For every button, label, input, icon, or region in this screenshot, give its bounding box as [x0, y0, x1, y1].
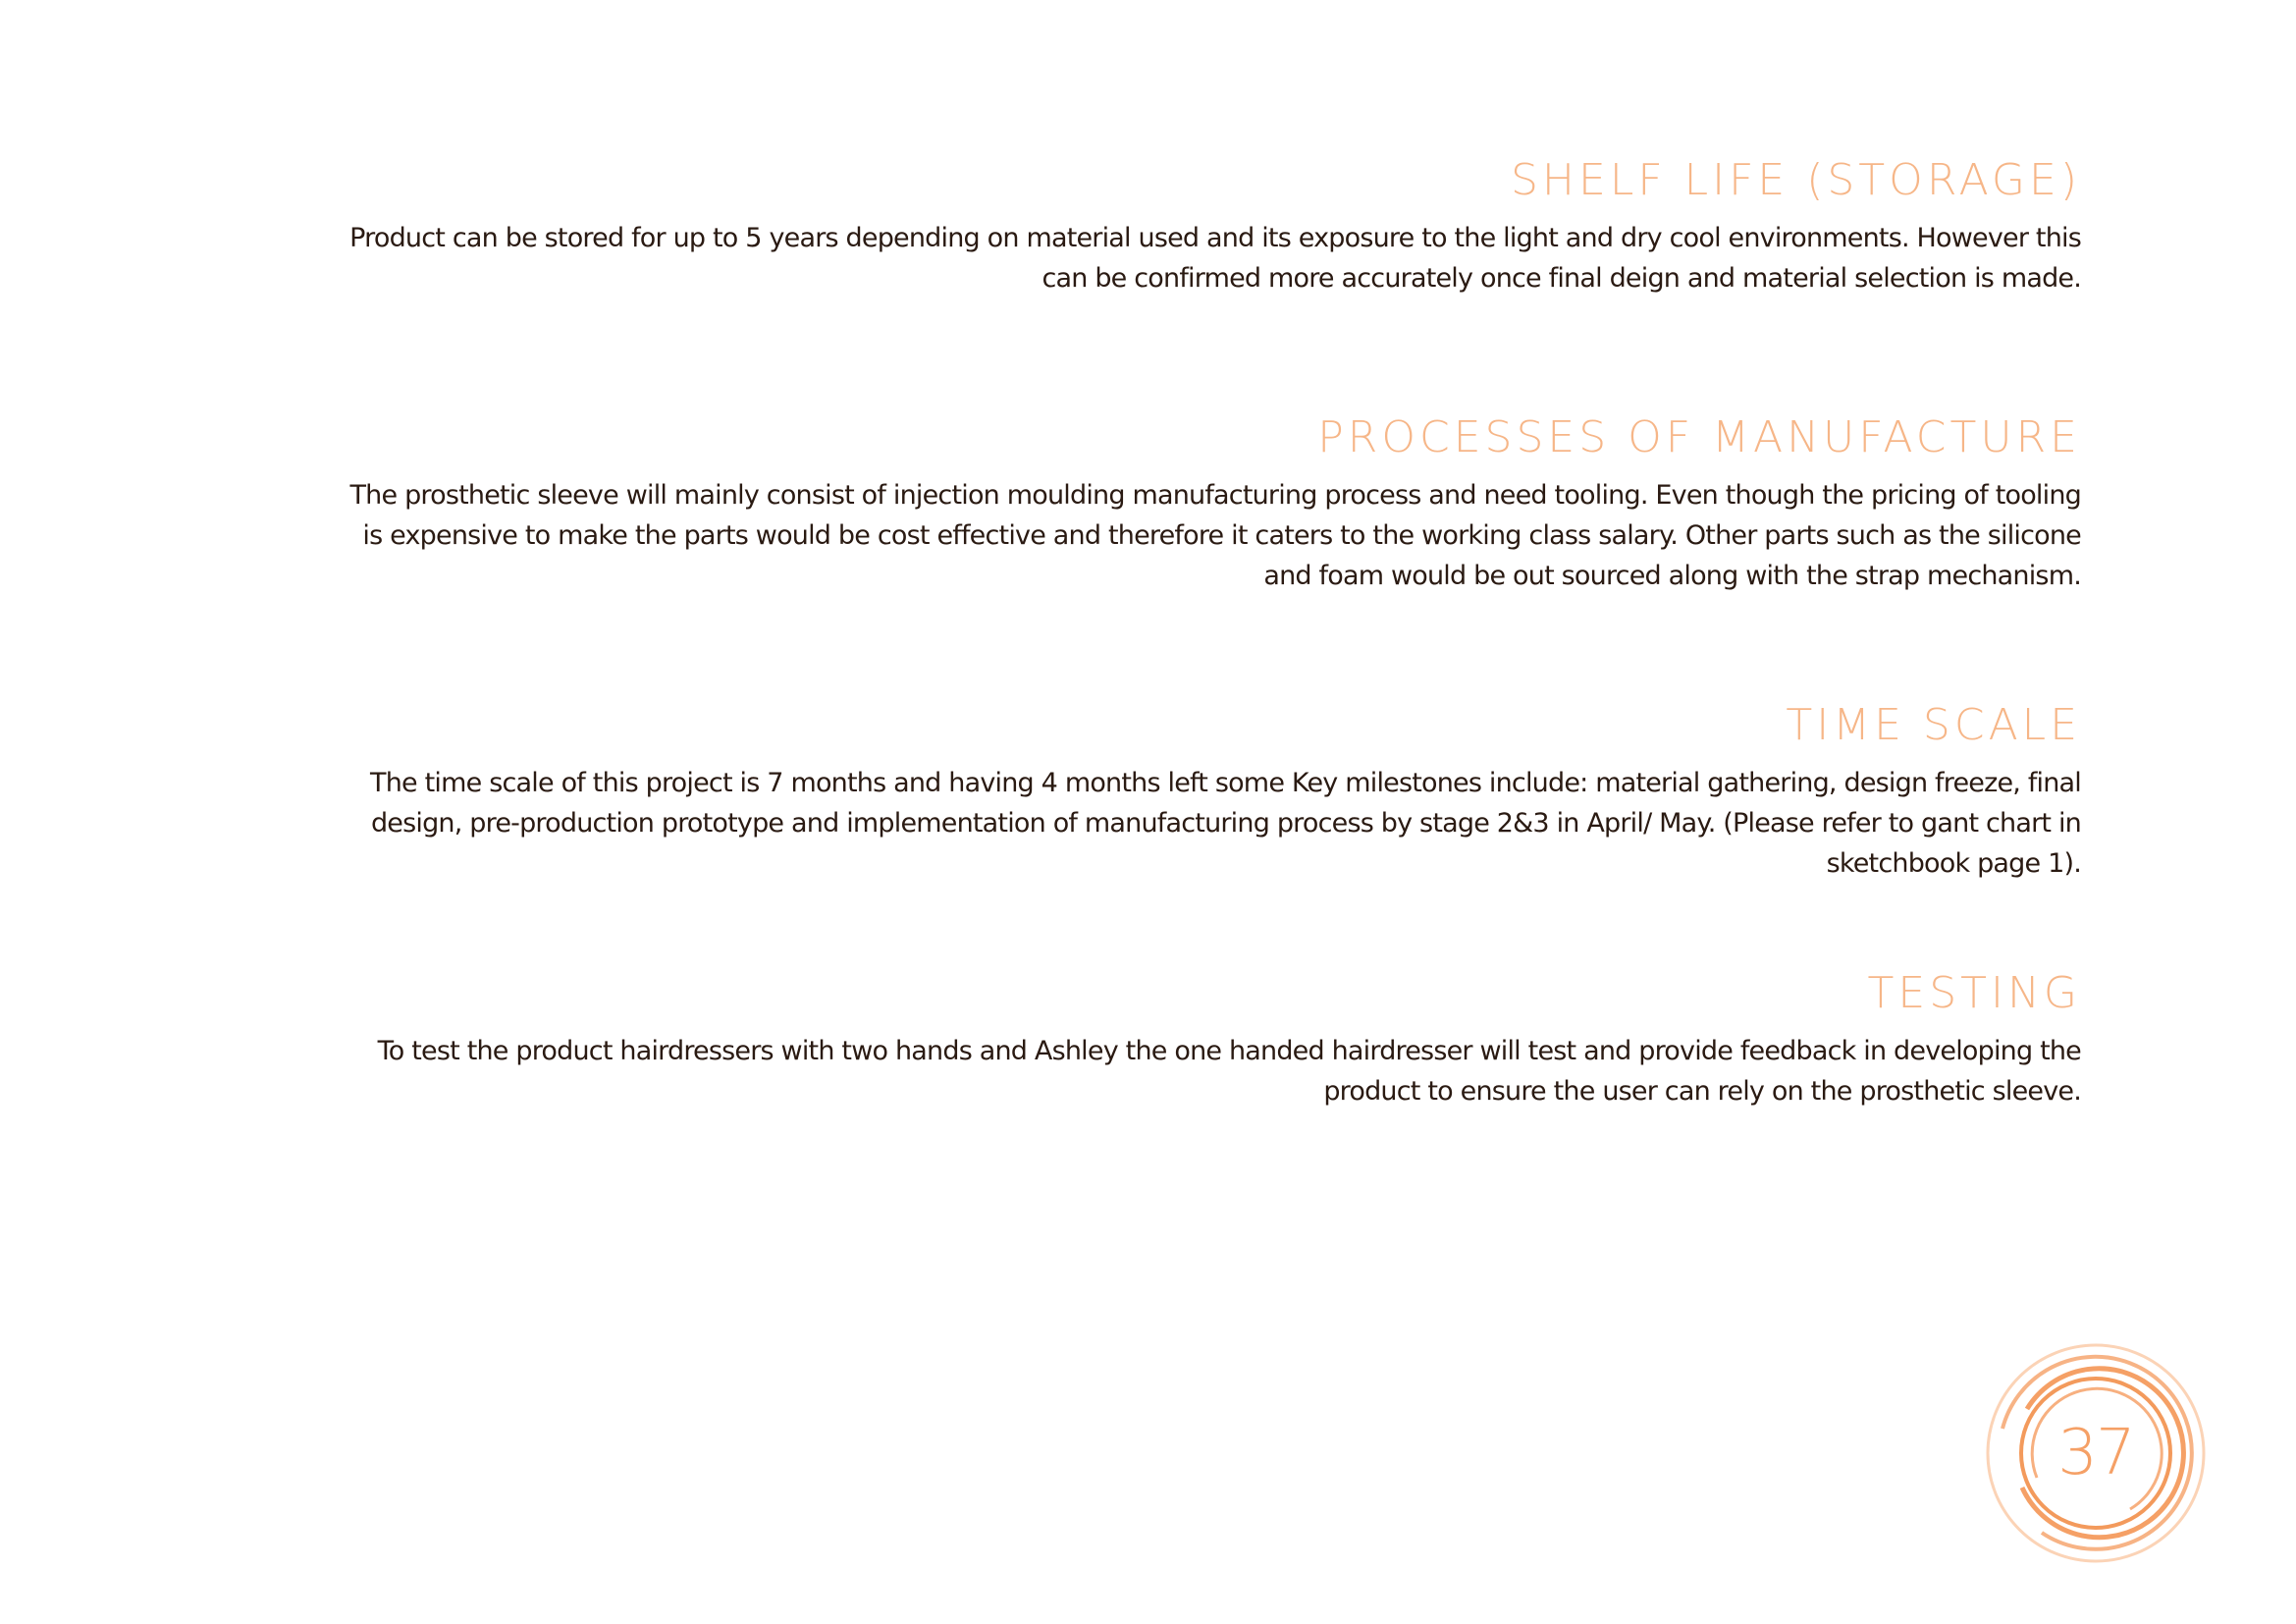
page-number: 37 [2057, 1417, 2134, 1489]
section-time-scale [344, 702, 2081, 884]
section-shelf-life [344, 157, 2081, 298]
section-heading: SHELF LIFE (STORAGE) [1511, 155, 2081, 205]
section-body: The prosthetic sleeve will mainly consist of injection moulding manufacturing process and need tooling. Even though the pricing of tooling is expensive to make the parts would be cost effective and therefore it caters to the working class salary. Other parts such as the silicone and foam would be out sourced along with the strap mechanism. [349, 480, 2081, 592]
section-processes-of-manufacture [344, 414, 2081, 596]
section-heading: TIME SCALE [1786, 700, 2081, 750]
section-heading: PROCESSES OF MANUFACTURE [1317, 412, 2081, 462]
section-heading: TESTING [1867, 968, 2081, 1018]
section-body: Product can be stored for up to 5 years depending on material used and its exposure to the light and dry cool environments. However this can be confirmed more accurately once final deign and material selection is made. [349, 223, 2081, 295]
section-body: The time scale of this project is 7 months and having 4 months left some Key milestones include: material gathering, design freeze, final design, pre-production prototype and implementation of manufacturing process by stage 2&3 in April/ May. (Please refer to gant chart in sketchbook page 1). [370, 768, 2081, 880]
page-number-badge [1983, 1340, 2209, 1566]
section-body: To test the product hairdressers with two hands and Ashley the one handed hairdresser will test and provide feedback in developing the product to ensure the user can rely on the prosthetic sleeve. [377, 1036, 2081, 1108]
section-testing [344, 970, 2081, 1111]
